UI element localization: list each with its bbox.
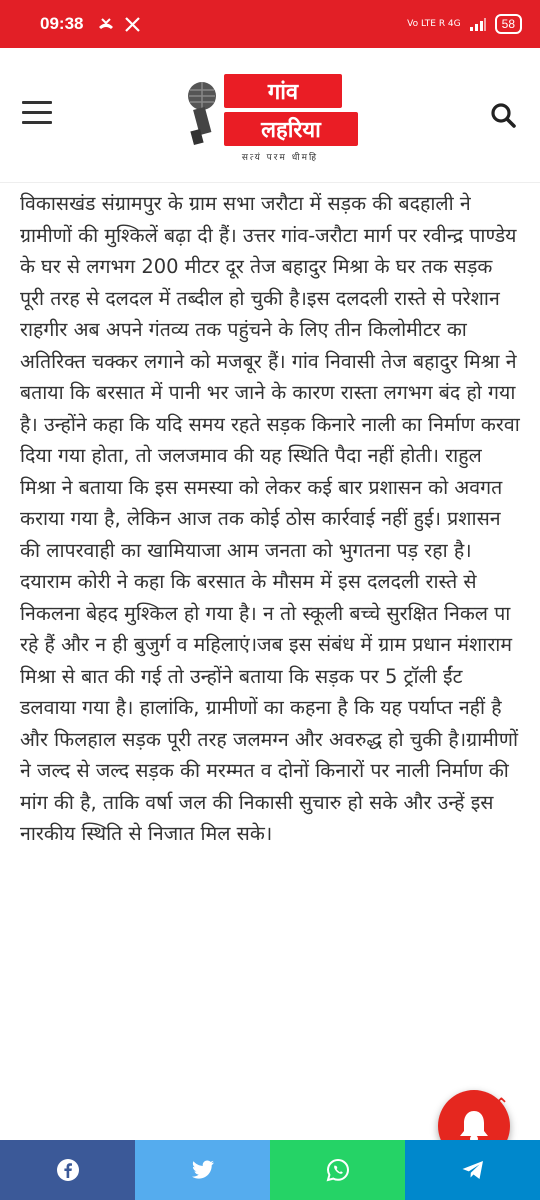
share-bar (0, 1140, 540, 1200)
x-app-icon (125, 17, 140, 32)
status-time: 09:38 (40, 14, 84, 33)
menu-icon[interactable] (22, 101, 52, 125)
twitter-icon (191, 1160, 215, 1180)
facebook-share-button[interactable] (0, 1140, 135, 1200)
logo-tagline: सत्यं परम धीमहि (241, 153, 319, 163)
site-logo[interactable] (180, 70, 362, 163)
scroll-to-top-icon[interactable]: ⌃ (493, 1093, 510, 1117)
facebook-icon (56, 1158, 80, 1182)
status-bar (0, 0, 540, 48)
telegram-share-button[interactable] (405, 1140, 540, 1200)
twitter-share-button[interactable] (135, 1140, 270, 1200)
status-notification-icons (97, 17, 140, 32)
battery-indicator: 58 (495, 14, 522, 34)
whatsapp-icon (326, 1158, 350, 1182)
bell-icon (457, 1108, 491, 1144)
missed-call-icon (97, 17, 115, 31)
article-content (20, 188, 520, 850)
microphone-logo-icon (180, 80, 224, 146)
whatsapp-share-button[interactable] (270, 1140, 405, 1200)
site-header (0, 48, 540, 183)
article-paragraph: विकासखंड संग्रामपुर के ग्राम सभा जरौटा में सड़क की बदहाली ने ग्रामीणों की मुश्किलें बढ़ा दी हैं। उत्तर गांव-जरौटा मार्ग पर रवीन्द्र पाण्डेय के घर से लगभग 200 मीटर दूर तेज बहादुर मिश्रा के घर तक सड़क पूरी तरह से दलदल में तब्दील हो चुकी है।इस दलदली रास्ते से परेशान राहगीर अब अपने गंतव्य तक पहुंचने के लिए तीन किलोमीटर का अतिरिक्त चक्कर लगाने को मजबूर हैं। गांव निवासी तेज बहादुर मिश्रा ने बताया कि बरसात में पानी भर जाने के कारण रास्ता लगभग बंद हो गया है। उन्होंने कहा कि यदि समय रहते सड़क किनारे नाली का निर्माण करवा दिया गया होता, तो जलजमाव की यह स्थिति पैदा नहीं होती। राहुल मिश्रा ने बताया कि इस समस्या को लेकर कई बार प्रशासन को अवगत कराया गया है, लेकिन आज तक कोई ठोस कार्रवाई नहीं हुई। प्रशासन की लापरवाही का खामियाजा आम जनता को भुगतना पड़ रहा है।दयाराम कोरी ने कहा कि बरसात के मौसम में इस दलदली रास्ते से निकलना बेहद मुश्किल हो गया है। न तो स्कूली बच्चे सुरक्षित निकल पा रहे हैं और न ही बुजुर्ग व महिलाएं।जब इस संबंध में ग्राम प्रधान मंशाराम मिश्रा से बात की गई तो उन्होंने बताया कि सड़क पर 5 ट्रॉली ईंट डलवाया गया है। हालांकि, ग्रामीणों का कहना है कि यह पर्याप्त नहीं है और फिलहाल सड़क पूरी तरह जलमग्न और अवरुद्ध हो चुकी है।ग्रामीणों ने जल्द से जल्द सड़क की मरम्मत व दोनों किनारों पर नाली निर्माण की मांग की है, ताकि वर्षा जल की निकासी सुचारु हो सके और उन्हें इस नारकीय स्थिति से निजात मिल सके। (20, 192, 520, 845)
telegram-icon (461, 1159, 485, 1181)
logo-text-line2: लहरिया (224, 112, 358, 146)
search-icon[interactable] (490, 102, 516, 128)
network-label: Vo LTE R 4G (407, 19, 461, 29)
signal-icon (469, 17, 487, 31)
status-right-icons (407, 14, 522, 34)
logo-text-line1: गांव (224, 74, 342, 108)
